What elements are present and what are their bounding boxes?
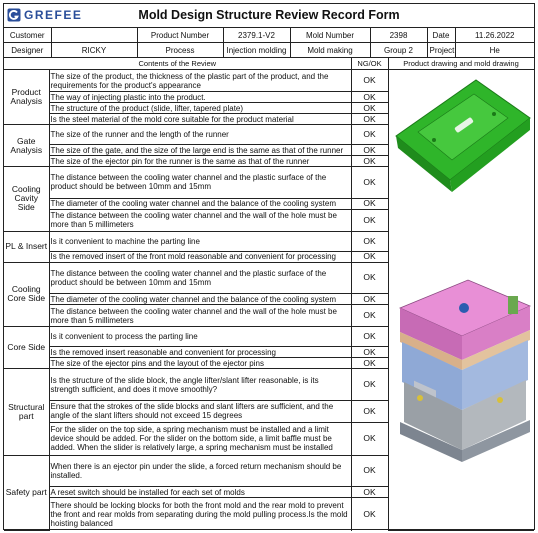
category-label: PL & Insert: [4, 231, 49, 262]
mold-assembly-render: [400, 280, 530, 462]
designer-label: Designer: [4, 43, 51, 58]
product-number-value: 2379.1-V2: [223, 28, 290, 43]
contents-header: Contents of the Review: [4, 58, 351, 70]
logo-text: GREFEE: [24, 8, 83, 22]
mold-making-value: Group 2: [370, 43, 427, 58]
status-cell: OK: [351, 347, 388, 358]
review-table: [4, 57, 535, 531]
review-item-text: The size of the product, the thickness of the plastic part of the product, and the requirements for the product's appearance: [49, 70, 351, 92]
status-cell: OK: [351, 498, 388, 531]
status-cell: OK: [351, 422, 388, 455]
form-meta-table: [4, 27, 534, 58]
review-item-text: Is the removed insert of the front mold reasonable and convenient for processing: [49, 251, 351, 262]
status-cell: OK: [351, 251, 388, 262]
process-label: Process: [137, 43, 223, 58]
meta-row-2: [4, 43, 534, 58]
review-item-text: Is the steel material of the mold core suitable for the product material: [49, 114, 351, 125]
review-item-text: The size of the ejector pin for the runner is the same as that of the runner: [49, 156, 351, 167]
category-label: Safety part: [4, 455, 49, 530]
review-row: [4, 70, 534, 92]
meta-row-1: [4, 28, 534, 43]
status-cell: OK: [351, 145, 388, 156]
status-cell: OK: [351, 92, 388, 103]
review-item-text: Is it convenient to machine the parting line: [49, 231, 351, 251]
review-item-text: The distance between the cooling water channel and the wall of the hole must be more than 5 millimeters: [49, 209, 351, 231]
review-form-sheet: [3, 3, 535, 530]
status-cell: OK: [351, 455, 388, 486]
status-cell: OK: [351, 294, 388, 305]
project-label: Project: [427, 43, 455, 58]
drawing-cell: [388, 70, 534, 531]
review-item-text: When there is an ejector pin under the slide, a forced return mechanism should be installed.: [49, 455, 351, 486]
review-item-text: Is the structure of the slide block, the angle lifter/slant lifter reasonable, is its strength sufficient, and does it move smoothly?: [49, 369, 351, 400]
review-item-text: Ensure that the strokes of the slide blocks and slant lifters are sufficient, and the angle of the slant lifters should not exceed 15 degrees: [49, 400, 351, 422]
category-label: Cooling Core Side: [4, 262, 49, 326]
review-item-text: The size of the runner and the length of the runner: [49, 125, 351, 145]
review-item-text: Is the removed insert reasonable and convenient for processing: [49, 347, 351, 358]
review-item-text: A reset switch should be installed for each set of molds: [49, 487, 351, 498]
status-cell: OK: [351, 156, 388, 167]
review-item-text: The distance between the cooling water channel and the plastic surface of the product should be between 10mm and 15mm: [49, 167, 351, 198]
category-label: Gate Analysis: [4, 125, 49, 167]
customer-label: Customer: [4, 28, 51, 43]
mold-number-value: 2398: [370, 28, 427, 43]
category-label: Core Side: [4, 327, 49, 369]
review-item-text: The way of injecting plastic into the product.: [49, 92, 351, 103]
mold-number-label: Mold Number: [290, 28, 370, 43]
date-label: Date: [427, 28, 455, 43]
designer-value: RICKY: [51, 43, 137, 58]
category-label: Cooling Cavity Side: [4, 167, 49, 231]
status-cell: OK: [351, 231, 388, 251]
status-cell: OK: [351, 167, 388, 198]
status-cell: OK: [351, 358, 388, 369]
ngok-header: NG/OK: [351, 58, 388, 70]
status-cell: OK: [351, 487, 388, 498]
project-value: He: [455, 43, 534, 58]
status-cell: OK: [351, 262, 388, 293]
form-header: [4, 4, 534, 28]
status-cell: OK: [351, 114, 388, 125]
status-cell: OK: [351, 209, 388, 231]
review-item-text: The structure of the product (slide, lifter, tapered plate): [49, 103, 351, 114]
review-item-text: The diameter of the cooling water channel and the balance of the cooling system: [49, 294, 351, 305]
mold-making-label: Mold making: [290, 43, 370, 58]
status-cell: OK: [351, 125, 388, 145]
customer-value: [51, 28, 137, 43]
date-value: 11.26.2022: [455, 28, 534, 43]
status-cell: OK: [351, 70, 388, 92]
product-drawing: [390, 70, 536, 530]
review-item-text: Is it convenient to process the parting line: [49, 327, 351, 347]
product-number-label: Product Number: [137, 28, 223, 43]
status-cell: OK: [351, 369, 388, 400]
review-item-text: There should be locking blocks for both the front mold and the rear mold to prevent the front and rear molds from separating during the mold pulling process.Is the mold hoisting balanced: [49, 498, 351, 531]
review-header-row: [4, 58, 534, 70]
review-item-text: The diameter of the cooling water channel and the balance of the cooling system: [49, 198, 351, 209]
green-plastic-part-render: [396, 80, 530, 192]
process-value: Injection molding: [223, 43, 290, 58]
review-item-text: The distance between the cooling water channel and the wall of the hole must be more than 5 millimeters: [49, 305, 351, 327]
review-item-text: For the slider on the top side, a spring mechanism must be installed and a limit device should be added. For the slider on the bottom side, a limit baffle must be added. When the slider is relatively large, a spring mechanism must be installed: [49, 422, 351, 455]
review-item-text: The size of the ejector pins and the layout of the ejector pins: [49, 358, 351, 369]
status-cell: OK: [351, 400, 388, 422]
form-title: Mold Design Structure Review Record Form: [138, 8, 400, 22]
status-cell: OK: [351, 327, 388, 347]
status-cell: OK: [351, 198, 388, 209]
review-item-text: The size of the gate, and the size of the large end is the same as that of the runner: [49, 145, 351, 156]
drawing-area: [390, 70, 534, 530]
category-label: Product Analysis: [4, 70, 49, 125]
status-cell: OK: [351, 305, 388, 327]
category-label: Structural part: [4, 369, 49, 455]
review-item-text: The distance between the cooling water channel and the plastic surface of the product should be between 10mm and 15mm: [49, 262, 351, 293]
status-cell: OK: [351, 103, 388, 114]
drawing-header: Product drawing and mold drawing: [388, 58, 534, 70]
